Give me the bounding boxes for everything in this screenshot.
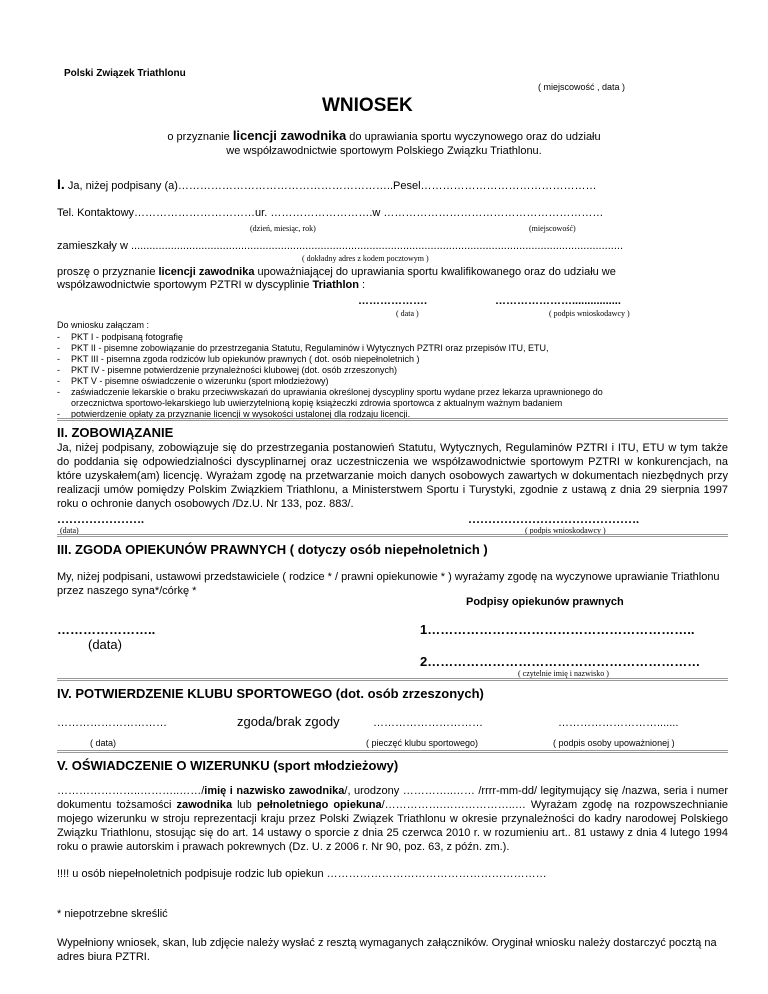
subtitle-line2: we współzawodnictwie sportowym Polskiego Związku Triathlonu.	[226, 145, 542, 157]
club-consent-label: zgoda/brak zgody	[237, 714, 340, 729]
section3-body: My, niżej podpisani, ustawowi przedstawiciele ( rodzice * / prawni opiekunowie * ) wyrażamy zgodę na wyczynowe uprawianie Triathlonu przez naszego syna*/córkę *	[57, 571, 720, 597]
section2-heading: II. ZOBOWIĄZANIE	[57, 425, 174, 440]
section2-date-dots: ………………….	[57, 512, 144, 526]
section2-signature-caption: ( podpis wnioskodawcy )	[525, 526, 606, 535]
club-date-dots: …………………………	[57, 717, 167, 729]
list-item: - PKT I - podpisaną fotografię	[57, 332, 603, 343]
section2-body: Ja, niżej podpisany, zobowiązuje się do przestrzegania postanowień Statutu, Wytycznych, Regulaminów PZTRI i ITU, ETU w tym także do poddania się odpowiedzialności dyscyplinarnej oraz uczestniczenia we współzawodnictwie sportowym PZTRI w konkurencjach, na które uzyskałem(am) licencję. Wyrażam zgodę na przetwarzanie moich danych osobowych zawartych w dokumentach niezbędnych przy realizacji umów pomiędzy Polskim Związkiem Triathlonu, a Ministerstwem Sportu i Turystyki, zgodnie z ustawą z dnia 29 sierpnia 1997 roku o ochronie danych osobowych /Dz.U. Nr 133, poz. 883/.	[57, 442, 728, 510]
request-line: proszę o przyznanie licencji zawodnika upoważniającej do uprawiania sportu kwalifikowanego oraz do udziału we	[57, 266, 616, 278]
request-line2: współzawodnictwie sportowym PZTRI w dyscyplinie Triathlon :	[57, 279, 366, 291]
club-signature-dots: ……………………….......	[558, 717, 679, 729]
list-item-continuation: orzecznictwa sportowo-lekarskiego lub uwierzytelnioną kopię książeczki zdrowia sportowca z aktualnym ważnym badaniem	[71, 398, 563, 408]
subtitle: o przyznanie licencji zawodnika do uprawiania sportu wyczynowego oraz do udziału	[167, 128, 601, 143]
phone-birth-line: Tel. Kontaktowy……………………………ur. ……………………….w ……………………………………………………	[57, 207, 604, 219]
section3-date-dots: …………………..	[57, 622, 156, 637]
footnote: * niepotrzebne skreślić	[57, 908, 168, 920]
divider	[57, 418, 728, 421]
divider	[57, 678, 728, 681]
list-item: - zaświadczenie lekarskie o braku przeciwwskazań do uprawiania określonej dyscypliny sportu wydane przez lekarza uprawnionego do	[57, 387, 603, 398]
guardian-signature-caption: ( czytelnie imię i nazwisko )	[518, 669, 609, 678]
section4-heading: IV. POTWIERDZENIE KLUBU SPORTOWEGO (dot. osób zrzeszonych)	[57, 686, 484, 701]
address-caption: ( dokładny adres z kodem pocztowym )	[302, 254, 429, 263]
list-item: - PKT V - pisemne oświadczenie o wizerunku (sport młodzieżowy)	[57, 376, 603, 387]
address-line: zamieszkały w .................................................................................................................................................................	[57, 240, 624, 252]
list-item: - PKT III - pisemna zgoda rodziców lub opiekunów prawnych ( dot. osób niepełnoletnich )	[57, 354, 603, 365]
dob-caption: (dzień, miesiąc, rok)	[250, 224, 316, 233]
birthplace-caption: (miejscowość)	[529, 224, 576, 233]
section2-date-caption: (data)	[60, 526, 79, 535]
club-stamp-dots: …………………………	[373, 717, 483, 729]
divider	[57, 534, 728, 537]
divider	[57, 750, 728, 753]
list-item: - PKT II - pisemne zobowiązanie do przestrzegania Statutu, Regulaminów i Wytycznych PZTRI oraz przepisów ITU, ETU,	[57, 343, 603, 354]
club-stamp-caption: ( pieczęć klubu sportowego)	[366, 738, 479, 748]
guardian-signature-1: 1……………………………………………………..	[420, 622, 695, 637]
section3-heading: III. ZGODA OPIEKUNÓW PRAWNYCH ( dotyczy osób niepełnoletnich )	[57, 542, 488, 557]
request-date-dots: ……………….	[358, 295, 428, 307]
request-date-caption: ( data )	[396, 309, 419, 318]
name-pesel-line: I. Ja, niżej podpisany (a)…………………………………………………..Pesel…………………………………………	[57, 176, 597, 192]
attachments-title: Do wniosku załączam :	[57, 320, 150, 330]
section3-date-caption: (data)	[88, 637, 122, 652]
attachments-list	[57, 332, 603, 420]
section5-body: …………………..………..……/imię i nazwisko zawodnika/, urodzony …………..…… /rrrr-mm-dd/ legitymujący się /nazwa, seria i numer dokumentu tożsamości zawodnika lub pełnoletniego opiekuna/…………….………………..… Wyrażam zgodę na rozpowszechnianie mojego wizerunku w stroju reprezentacji kraju przez Polski Związek Triathlonu w okresie przynależności do kadry narodowej Polskiego Związku Triathlonu, stosując się do art. 14 ustawy o sporcie z dnia 25 czerwca 2010 r. w rozumieniu art.. 81 ustawy z dnia 4 lutego 1994 roku o prawie autorskim i prawach pokrewnych (Dz. U. z 2006 r. Nr 90, poz. 63, z późn. zm.).	[57, 785, 729, 853]
footer-instructions: Wypełniony wniosek, skan, lub zdjęcie należy wysłać z resztą wymaganych załączników. Oryginał wniosku należy dostarczyć pocztą na adres biura PZTRI.	[57, 937, 717, 963]
club-signature-caption: ( podpis osoby upoważnionej )	[553, 738, 675, 748]
document-title: WNIOSEK	[322, 95, 413, 116]
guardians-signature-title: Podpisy opiekunów prawnych	[466, 596, 624, 608]
guardian-signature-2: 2………………………………………………………	[420, 654, 701, 669]
minors-note: !!!! u osób niepełnoletnich podpisuje rodzic lub opiekun ……………………………………………………	[57, 868, 547, 880]
request-signature-caption: ( podpis wnioskodawcy )	[549, 309, 630, 318]
club-date-caption: ( data)	[90, 738, 117, 748]
place-date-caption: ( miejscowość , data )	[538, 82, 626, 92]
organization-name: Polski Związek Triathlonu	[64, 68, 186, 79]
list-item: - potwierdzenie opłaty za przyznanie licencji w wysokości ustalonej dla rodzaju licencji.	[57, 409, 603, 420]
section2-signature-dots: …………………………………….	[468, 512, 639, 526]
request-signature-dots: …………………................	[495, 295, 621, 307]
list-item: - PKT IV - pisemne potwierdzenie przynależności klubowej (dot. osób zrzeszonych)	[57, 365, 603, 376]
section5-heading: V. OŚWIADCZENIE O WIZERUNKU (sport młodzieżowy)	[57, 758, 399, 773]
